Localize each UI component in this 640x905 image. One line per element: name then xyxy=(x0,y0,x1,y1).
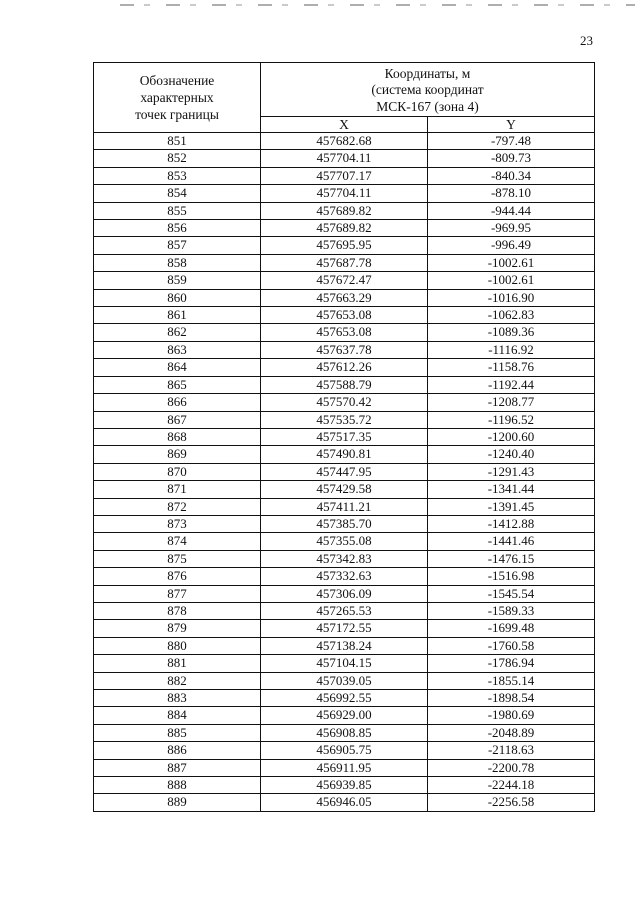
y-coordinate-cell: -1089.36 xyxy=(428,324,595,341)
table-row xyxy=(94,220,595,237)
point-id-cell: 868 xyxy=(94,428,261,445)
y-coordinate-cell: -1760.58 xyxy=(428,637,595,654)
point-id-cell: 854 xyxy=(94,185,261,202)
y-coordinate-cell: -1196.52 xyxy=(428,411,595,428)
y-coordinate-cell: -944.44 xyxy=(428,202,595,219)
x-coordinate-cell: 456992.55 xyxy=(261,690,428,707)
x-coordinate-cell: 457490.81 xyxy=(261,446,428,463)
header-points xyxy=(94,63,261,133)
x-coordinate-cell: 457411.21 xyxy=(261,498,428,515)
x-coordinate-cell: 456911.95 xyxy=(261,759,428,776)
point-id-cell: 852 xyxy=(94,150,261,167)
x-coordinate-cell: 457104.15 xyxy=(261,655,428,672)
x-coordinate-cell: 457672.47 xyxy=(261,272,428,289)
y-coordinate-cell: -1898.54 xyxy=(428,690,595,707)
table-row xyxy=(94,272,595,289)
y-coordinate-cell: -1062.83 xyxy=(428,307,595,324)
header-coordinates-line: МСК-167 (зона 4) xyxy=(376,98,479,114)
table-row xyxy=(94,324,595,341)
table-row xyxy=(94,307,595,324)
x-coordinate-cell: 457682.68 xyxy=(261,133,428,150)
point-id-cell: 886 xyxy=(94,742,261,759)
point-id-cell: 858 xyxy=(94,254,261,271)
x-coordinate-cell: 457447.95 xyxy=(261,463,428,480)
table-row xyxy=(94,446,595,463)
y-coordinate-cell: -797.48 xyxy=(428,133,595,150)
point-id-cell: 869 xyxy=(94,446,261,463)
x-coordinate-cell: 457039.05 xyxy=(261,672,428,689)
y-coordinate-cell: -1291.43 xyxy=(428,463,595,480)
x-coordinate-cell: 457653.08 xyxy=(261,307,428,324)
point-id-cell: 880 xyxy=(94,637,261,654)
point-id-cell: 863 xyxy=(94,341,261,358)
y-coordinate-cell: -1016.90 xyxy=(428,289,595,306)
point-id-cell: 883 xyxy=(94,690,261,707)
x-coordinate-cell: 457517.35 xyxy=(261,428,428,445)
point-id-cell: 867 xyxy=(94,411,261,428)
header-coordinates xyxy=(261,63,595,117)
point-id-cell: 851 xyxy=(94,133,261,150)
x-coordinate-cell: 457653.08 xyxy=(261,324,428,341)
y-coordinate-cell: -1412.88 xyxy=(428,515,595,532)
point-id-cell: 889 xyxy=(94,794,261,811)
y-coordinate-cell: -2200.78 xyxy=(428,759,595,776)
point-id-cell: 855 xyxy=(94,202,261,219)
table-row xyxy=(94,289,595,306)
y-coordinate-cell: -1391.45 xyxy=(428,498,595,515)
table-row xyxy=(94,690,595,707)
point-id-cell: 856 xyxy=(94,220,261,237)
y-coordinate-cell: -1476.15 xyxy=(428,550,595,567)
point-id-cell: 860 xyxy=(94,289,261,306)
y-coordinate-cell: -1208.77 xyxy=(428,394,595,411)
table-row xyxy=(94,341,595,358)
table-row xyxy=(94,550,595,567)
table-row xyxy=(94,150,595,167)
y-coordinate-cell: -1002.61 xyxy=(428,272,595,289)
table-row xyxy=(94,759,595,776)
point-id-cell: 887 xyxy=(94,759,261,776)
x-coordinate-cell: 457704.11 xyxy=(261,185,428,202)
x-coordinate-cell: 457637.78 xyxy=(261,341,428,358)
x-coordinate-cell: 457707.17 xyxy=(261,167,428,184)
x-coordinate-cell: 456908.85 xyxy=(261,724,428,741)
table-row xyxy=(94,167,595,184)
header-y: Y xyxy=(428,117,595,133)
x-coordinate-cell: 457588.79 xyxy=(261,376,428,393)
y-coordinate-cell: -1441.46 xyxy=(428,533,595,550)
table-row xyxy=(94,498,595,515)
point-id-cell: 866 xyxy=(94,394,261,411)
x-coordinate-cell: 457342.83 xyxy=(261,550,428,567)
y-coordinate-cell: -1699.48 xyxy=(428,620,595,637)
y-coordinate-cell: -1002.61 xyxy=(428,254,595,271)
point-id-cell: 857 xyxy=(94,237,261,254)
table-row xyxy=(94,655,595,672)
table-row xyxy=(94,376,595,393)
y-coordinate-cell: -1516.98 xyxy=(428,568,595,585)
table-body xyxy=(94,133,595,812)
point-id-cell: 878 xyxy=(94,602,261,619)
x-coordinate-cell: 456939.85 xyxy=(261,777,428,794)
table-row xyxy=(94,794,595,811)
point-id-cell: 859 xyxy=(94,272,261,289)
y-coordinate-cell: -1240.40 xyxy=(428,446,595,463)
x-coordinate-cell: 457429.58 xyxy=(261,481,428,498)
point-id-cell: 881 xyxy=(94,655,261,672)
page-number: 23 xyxy=(580,33,593,48)
point-id-cell: 888 xyxy=(94,777,261,794)
table-row xyxy=(94,568,595,585)
y-coordinate-cell: -1192.44 xyxy=(428,376,595,393)
point-id-cell: 853 xyxy=(94,167,261,184)
point-id-cell: 876 xyxy=(94,568,261,585)
table-row xyxy=(94,742,595,759)
table-row xyxy=(94,585,595,602)
table-row xyxy=(94,394,595,411)
header-points-line: характерных xyxy=(140,90,214,105)
table-row xyxy=(94,359,595,376)
x-coordinate-cell: 457687.78 xyxy=(261,254,428,271)
point-id-cell: 872 xyxy=(94,498,261,515)
x-coordinate-cell: 457138.24 xyxy=(261,637,428,654)
coordinates-table xyxy=(93,62,595,812)
table-row xyxy=(94,637,595,654)
x-coordinate-cell: 457332.63 xyxy=(261,568,428,585)
y-coordinate-cell: -809.73 xyxy=(428,150,595,167)
header-coordinates-line: Координаты, м xyxy=(384,65,471,81)
y-coordinate-cell: -1786.94 xyxy=(428,655,595,672)
table-row xyxy=(94,237,595,254)
scan-artifact-line xyxy=(120,4,635,6)
x-coordinate-cell: 456929.00 xyxy=(261,707,428,724)
y-coordinate-cell: -2244.18 xyxy=(428,777,595,794)
point-id-cell: 873 xyxy=(94,515,261,532)
point-id-cell: 882 xyxy=(94,672,261,689)
y-coordinate-cell: -969.95 xyxy=(428,220,595,237)
table-row xyxy=(94,777,595,794)
table-row xyxy=(94,672,595,689)
point-id-cell: 861 xyxy=(94,307,261,324)
table-row xyxy=(94,724,595,741)
x-coordinate-cell: 457306.09 xyxy=(261,585,428,602)
y-coordinate-cell: -840.34 xyxy=(428,167,595,184)
table-row xyxy=(94,133,595,150)
point-id-cell: 862 xyxy=(94,324,261,341)
y-coordinate-cell: -1980.69 xyxy=(428,707,595,724)
x-coordinate-cell: 457704.11 xyxy=(261,150,428,167)
x-coordinate-cell: 457612.26 xyxy=(261,359,428,376)
table-row xyxy=(94,620,595,637)
y-coordinate-cell: -2118.63 xyxy=(428,742,595,759)
table-row xyxy=(94,254,595,271)
table-row xyxy=(94,428,595,445)
table-row xyxy=(94,602,595,619)
y-coordinate-cell: -1158.76 xyxy=(428,359,595,376)
header-points-line: Обозначение xyxy=(139,73,215,88)
x-coordinate-cell: 457695.95 xyxy=(261,237,428,254)
table-header xyxy=(94,63,595,133)
table-row xyxy=(94,411,595,428)
table-row xyxy=(94,202,595,219)
x-coordinate-cell: 457172.55 xyxy=(261,620,428,637)
y-coordinate-cell: -2048.89 xyxy=(428,724,595,741)
y-coordinate-cell: -1855.14 xyxy=(428,672,595,689)
table-row xyxy=(94,185,595,202)
y-coordinate-cell: -878.10 xyxy=(428,185,595,202)
table-row xyxy=(94,481,595,498)
point-id-cell: 877 xyxy=(94,585,261,602)
y-coordinate-cell: -996.49 xyxy=(428,237,595,254)
header-points-line: точек границы xyxy=(135,107,219,122)
point-id-cell: 879 xyxy=(94,620,261,637)
x-coordinate-cell: 457689.82 xyxy=(261,202,428,219)
point-id-cell: 875 xyxy=(94,550,261,567)
table-row xyxy=(94,533,595,550)
y-coordinate-cell: -1341.44 xyxy=(428,481,595,498)
x-coordinate-cell: 457265.53 xyxy=(261,602,428,619)
table-row xyxy=(94,707,595,724)
x-coordinate-cell: 457689.82 xyxy=(261,220,428,237)
x-coordinate-cell: 457385.70 xyxy=(261,515,428,532)
point-id-cell: 884 xyxy=(94,707,261,724)
point-id-cell: 874 xyxy=(94,533,261,550)
y-coordinate-cell: -1116.92 xyxy=(428,341,595,358)
x-coordinate-cell: 457570.42 xyxy=(261,394,428,411)
y-coordinate-cell: -1545.54 xyxy=(428,585,595,602)
y-coordinate-cell: -2256.58 xyxy=(428,794,595,811)
point-id-cell: 885 xyxy=(94,724,261,741)
x-coordinate-cell: 456905.75 xyxy=(261,742,428,759)
point-id-cell: 864 xyxy=(94,359,261,376)
point-id-cell: 865 xyxy=(94,376,261,393)
x-coordinate-cell: 457535.72 xyxy=(261,411,428,428)
x-coordinate-cell: 457355.08 xyxy=(261,533,428,550)
point-id-cell: 871 xyxy=(94,481,261,498)
x-coordinate-cell: 457663.29 xyxy=(261,289,428,306)
header-x: X xyxy=(261,117,428,133)
y-coordinate-cell: -1200.60 xyxy=(428,428,595,445)
header-coordinates-line: (система координат xyxy=(371,82,484,98)
x-coordinate-cell: 456946.05 xyxy=(261,794,428,811)
table-row xyxy=(94,515,595,532)
table-row xyxy=(94,463,595,480)
y-coordinate-cell: -1589.33 xyxy=(428,602,595,619)
point-id-cell: 870 xyxy=(94,463,261,480)
